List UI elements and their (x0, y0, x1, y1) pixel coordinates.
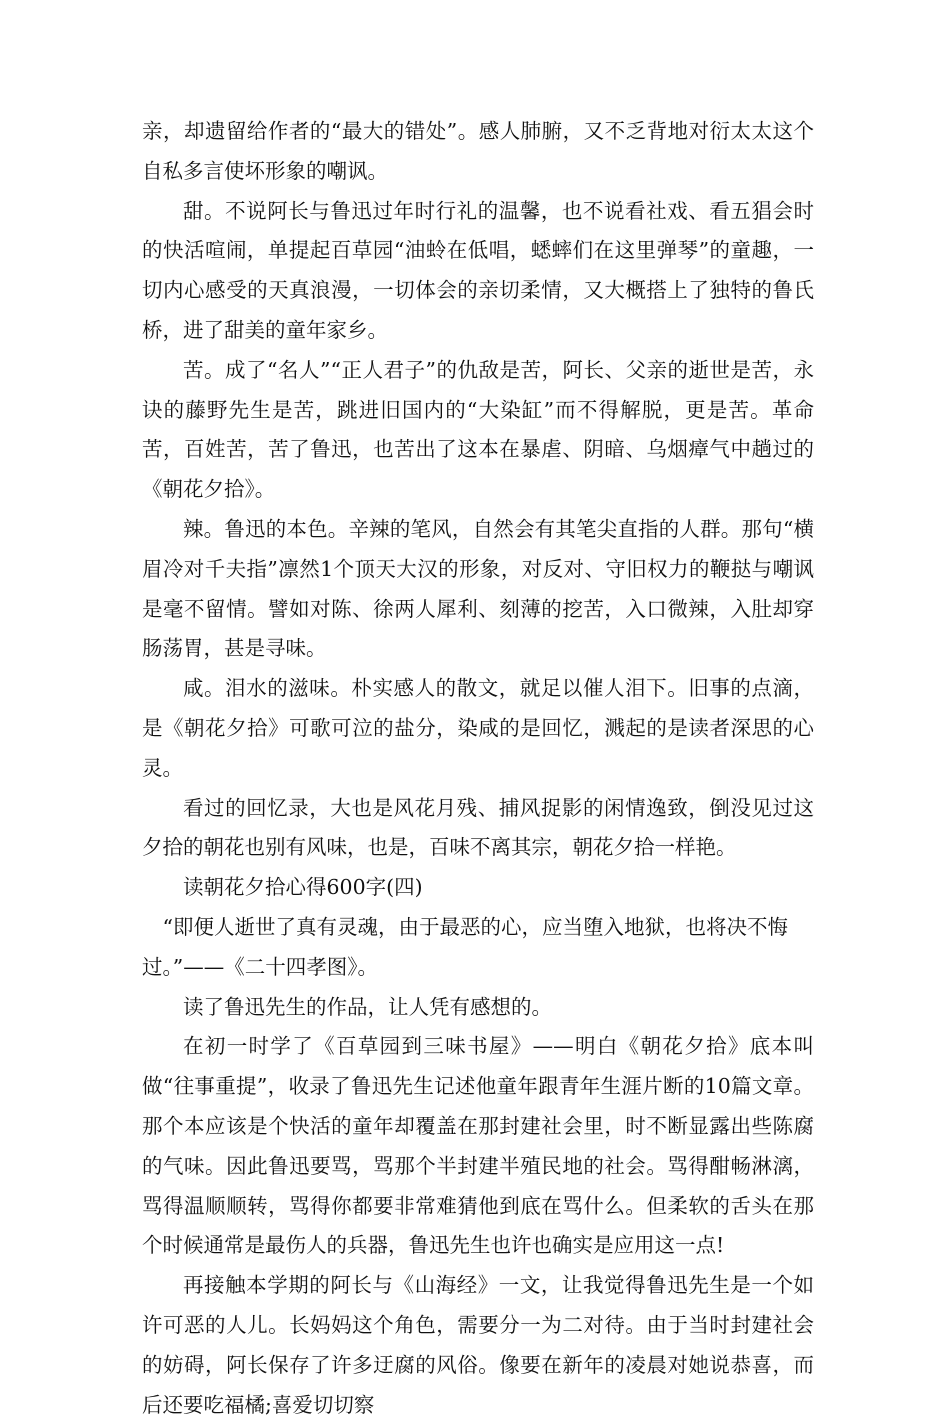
paragraph-9: 再接触本学期的阿长与《山海经》一文，让我觉得鲁迅先生是一个如许可恶的人儿。长妈妈这个角色，需要分一为二对待。由于当时封建社会的妨碍，阿长保存了许多迂腐的风俗。像要在新年的凌晨对她说恭喜，而后还要吃福橘;喜爱切切察 (142, 1273, 814, 1417)
paragraph-3-bitter: 苦。成了“名人”“正人君子”的仇敌是苦，阿长、父亲的逝世是苦，永诀的藤野先生是苦，跳进旧国内的“大染缸”而不得解脱，更是苦。革命苦，百姓苦，苦了鲁迅，也苦出了这本在暴虐、阴暗、乌烟瘴气中趟过的《朝花夕拾》。 (142, 357, 814, 502)
paragraph-2-sweet: 甜。不说阿长与鲁迅过年时行礼的温馨，也不说看社戏、看五猖会时的快活喧闹，单提起百草园“油蛉在低唱，蟋蟀们在这里弹琴”的童趣，一切内心感受的天真浪漫，一切体会的亲切柔情，又大概搭上了独特的鲁氏桥，进了甜美的童年家乡。 (142, 198, 814, 342)
paragraph-5-salty: 咸。泪水的滋味。朴实感人的散文，就足以催人泪下。旧事的点滴，是《朝花夕拾》可歌可泣的盐分，染咸的是回忆，溅起的是读者深思的心灵。 (142, 676, 814, 780)
quote-paragraph: “即便人逝世了真有灵魂，由于最恶的心，应当堕入地狱，也将决不悔过。”——《二十四孝图》。 (142, 914, 788, 979)
section-title: 读朝花夕拾心得600字(四) (183, 875, 423, 900)
paragraph-7: 读了鲁迅先生的作品，让人凭有感想的。 (183, 994, 552, 1019)
paragraph-8: 在初一时学了《百草园到三味书屋》——明白《朝花夕拾》底本叫做“往事重提”，收录了鲁迅先生记述他童年跟青年生涯片断的10篇文章。那个本应该是个快活的童年却覆盖在那封建社会里，时不断显露出些陈腐的气味。因此鲁迅要骂，骂那个半封建半殖民地的社会。骂得酣畅淋漓，骂得温顺顺转，骂得你都要非常难猜他到底在骂什么。但柔软的舌头在那个时候通常是最伤人的兵器，鲁迅先生也许也确实是应用这一点! (142, 1034, 814, 1258)
paragraph-6-conclusion: 看过的回忆录，大也是风花月残、捕风捉影的闲情逸致，倒没见过这夕拾的朝花也别有风味，也是，百味不离其宗，朝花夕拾一样艳。 (142, 795, 814, 860)
paragraph-1: 亲，却遗留给作者的“最大的错处”。感人肺腑，又不乏背地对衍太太这个自私多言使坏形象的嘲讽。 (142, 119, 814, 183)
document-body (142, 112, 814, 1425)
paragraph-4-spicy: 辣。鲁迅的本色。辛辣的笔风，自然会有其笔尖直指的人群。那句“横眉冷对千夫指”凛然1个顶天大汉的形象，对反对、守旧权力的鞭挞与嘲讽是毫不留情。譬如对陈、徐两人犀利、刻薄的挖苦，入口微辣，入肚却穿肠荡胃，甚是寻味。 (142, 516, 814, 661)
